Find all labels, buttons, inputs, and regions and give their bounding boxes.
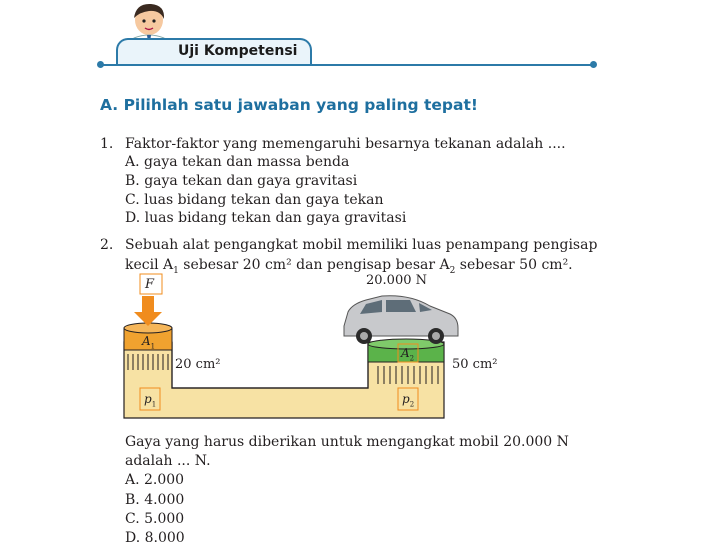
figure-a1-sub: 1: [150, 342, 156, 351]
figure-a1-label: [142, 332, 155, 355]
q2-option-a: A. 2.000: [125, 472, 185, 488]
figure-p1-letter: p: [144, 392, 152, 406]
q2-number: 2.: [100, 237, 114, 253]
figure-area-small: 20 cm²: [175, 357, 221, 372]
q2-line2-a: kecil A: [125, 257, 174, 273]
q2-option-b: B. 4.000: [125, 492, 185, 508]
figure-p2-letter: p: [402, 392, 410, 406]
hydraulic-lift-figure: [120, 270, 498, 420]
figure-p2-label: [402, 390, 414, 413]
figure-a1-letter: A: [142, 334, 151, 348]
figure-weight-label: 20.000 N: [366, 273, 427, 288]
q1-option-d: D. luas bidang tekan dan gaya gravitasi: [125, 210, 407, 226]
header-rule-dot-right: [590, 61, 597, 68]
header-title: Uji Kompetensi: [178, 43, 298, 59]
q2-line2-sub1: 1: [173, 265, 179, 276]
q2-line2-c: sebesar 50 cm².: [455, 257, 573, 273]
figure-p1-label: [144, 390, 156, 413]
q1-option-c: C. luas bidang tekan dan gaya tekan: [125, 192, 384, 208]
figure-a2-letter: A: [401, 346, 410, 360]
q2-line1: Sebuah alat pengangkat mobil memiliki luas penampang pengisap: [125, 237, 598, 253]
header-rule-dot-left: [97, 61, 104, 68]
section-heading: A. Pilihlah satu jawaban yang paling tepat!: [100, 96, 478, 114]
q1-option-b: B. gaya tekan dan gaya gravitasi: [125, 173, 358, 189]
figure-a2-sub: 2: [409, 354, 415, 363]
q2-option-c: C. 5.000: [125, 511, 185, 527]
q1-text: Faktor-faktor yang memengaruhi besarnya tekanan adalah ....: [125, 136, 566, 152]
q2-option-d: D. 8.000: [125, 530, 185, 546]
q2-line2-sub2: 2: [449, 265, 456, 276]
figure-p1-sub: 1: [151, 400, 157, 409]
header-rule: [100, 64, 594, 66]
q1-number: 1.: [100, 136, 114, 152]
figure-area-large: 50 cm²: [452, 357, 498, 372]
q1-option-a: A. gaya tekan dan massa benda: [125, 154, 350, 170]
figure-a2-label: [401, 344, 414, 367]
figure-p2-sub: 2: [409, 400, 415, 409]
figure-force-label: F: [145, 277, 155, 292]
q2-stem-line2: adalah ... N.: [125, 453, 211, 469]
q2-stem-line1: Gaya yang harus diberikan untuk mengangkat mobil 20.000 N: [125, 434, 569, 450]
q2-line2-b: sebesar 20 cm² dan pengisap besar A: [178, 257, 450, 273]
